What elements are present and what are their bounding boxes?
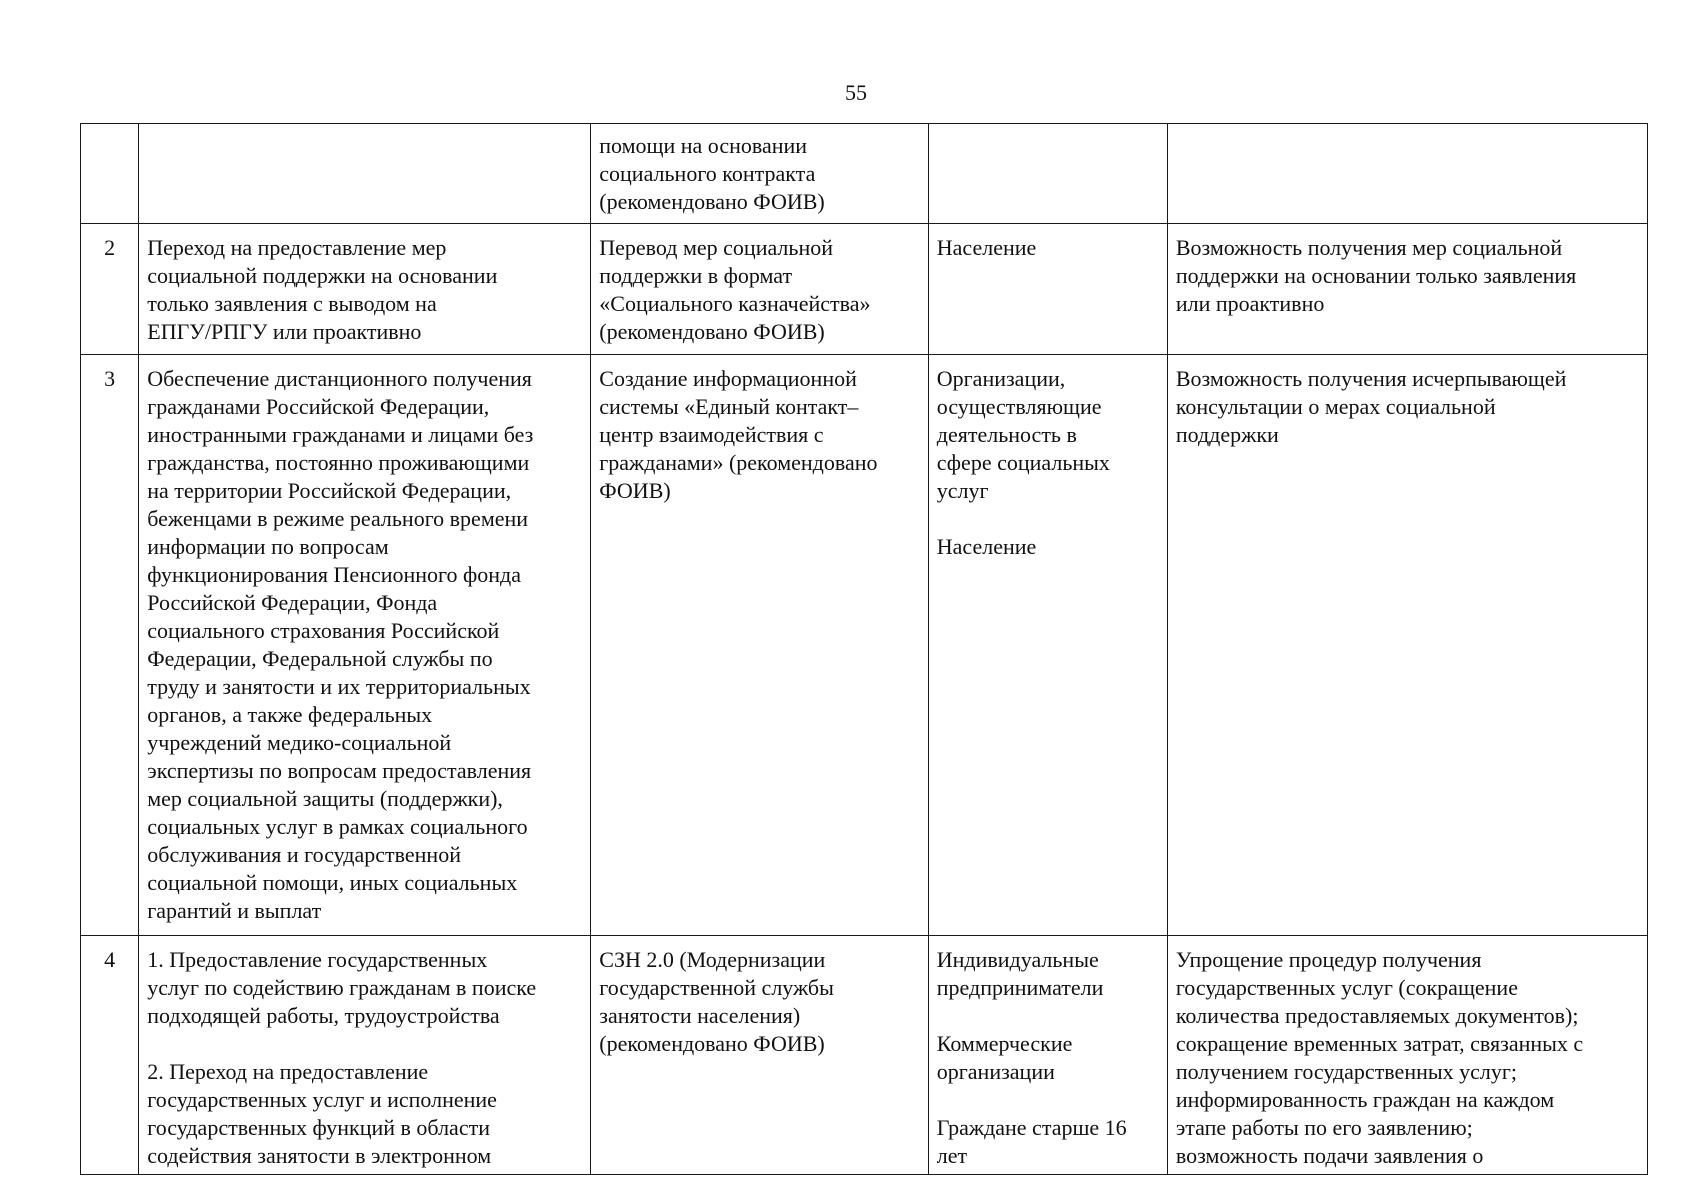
cell-text-line: занятости населения) — [599, 1003, 801, 1028]
cell-text-line: функционирования Пенсионного фонда — [147, 562, 522, 587]
measure-cell — [139, 355, 591, 936]
cell-text-line: помощи на основании — [599, 133, 808, 158]
measure-cell — [139, 936, 591, 1175]
cell-text-line: подходящей работы, трудоустройства — [147, 1003, 500, 1028]
cell-text-line: получением государственных услуг; — [1175, 1059, 1518, 1084]
cell-text-line: Население — [936, 235, 1037, 260]
cell-text-line: иностранными гражданами и лицами без — [147, 422, 534, 447]
cell-text-line: на территории Российской Федерации, — [147, 478, 512, 503]
row-number-cell: 3 — [81, 355, 139, 936]
cell-text-line: учреждений медико-социальной — [147, 730, 452, 755]
paragraph-gap — [937, 1086, 1159, 1114]
cell-text-line: поддержки в формат — [599, 263, 793, 288]
cell-text-line: (рекомендовано ФОИВ) — [599, 1031, 825, 1056]
cell-text-line: Возможность получения исчерпывающей — [1175, 366, 1567, 391]
cell-text-line: Население — [936, 534, 1037, 559]
cell-text-line: (рекомендовано ФОИВ) — [599, 319, 825, 344]
cell-text-line: Возможность получения мер социальной — [1175, 235, 1563, 260]
cell-text-line: органов, а также федеральных — [147, 702, 433, 727]
cell-text-line: гарантий и выплат — [147, 898, 322, 923]
cell-text-line: 1. Предоставление государственных — [147, 947, 488, 972]
cell-text-line: социального страхования Российской — [147, 618, 500, 643]
cell-text-line: информации по вопросам — [147, 534, 389, 559]
cell-text-line: «Социального казначейства» — [599, 291, 871, 316]
cell-text-line: (рекомендовано ФОИВ) — [599, 189, 825, 214]
target-group-cell — [928, 355, 1167, 936]
cell-text-line: СЗН 2.0 (Модернизации — [599, 947, 826, 972]
target-group-cell — [928, 124, 1167, 224]
table-row — [81, 224, 1648, 355]
cell-text-line: гражданами» (рекомендовано — [599, 450, 878, 475]
cell-text-line: сокращение временных затрат, связанных с — [1175, 1031, 1584, 1056]
project-cell — [591, 124, 929, 224]
target-group-cell — [928, 936, 1167, 1175]
cell-text-line: Организации, — [936, 366, 1066, 391]
cell-text-line: содействия занятости в электронном — [147, 1143, 492, 1168]
result-cell — [1167, 124, 1647, 224]
result-cell — [1167, 224, 1647, 355]
cell-text-line: гражданства, постоянно проживающими — [147, 450, 530, 475]
cell-text-line: Российской Федерации, Фонда — [147, 590, 438, 615]
cell-text-line: 2. Переход на предоставление — [147, 1059, 429, 1084]
project-cell — [591, 224, 929, 355]
paragraph-gap — [937, 505, 1159, 533]
cell-text-line: системы «Единый контакт– — [599, 394, 859, 419]
cell-text-line: информированность граждан на каждом — [1175, 1087, 1555, 1112]
project-cell — [591, 355, 929, 936]
result-cell — [1167, 355, 1647, 936]
cell-text-line: этапе работы по его заявлению; — [1175, 1115, 1473, 1140]
cell-text-line: социального контракта — [599, 161, 816, 186]
cell-text-line: Упрощение процедур получения — [1175, 947, 1482, 972]
cell-text-line: только заявления с выводом на — [147, 291, 437, 316]
cell-text-line: Переход на предоставление мер — [147, 235, 447, 260]
table-row — [81, 124, 1648, 224]
cell-text-line: количества предоставляемых документов); — [1175, 1003, 1579, 1028]
row-number-cell — [81, 124, 139, 224]
cell-text-line: мер социальной защиты (поддержки), — [147, 786, 503, 811]
cell-text-line: Обеспечение дистанционного получения — [147, 366, 532, 391]
table-row — [81, 936, 1648, 1175]
paragraph-gap — [937, 1002, 1159, 1030]
measure-cell — [139, 124, 591, 224]
target-group-cell — [928, 224, 1167, 355]
cell-text-line: беженцами в режиме реального времени — [147, 506, 529, 531]
row-number-cell: 2 — [81, 224, 139, 355]
cell-text-line: Федерации, Федеральной службы по — [147, 646, 493, 671]
cell-text-line: организации — [936, 1059, 1055, 1084]
cell-text-line: услуг по содействию гражданам в поиске — [147, 975, 537, 1000]
measure-cell — [139, 224, 591, 355]
result-cell — [1167, 936, 1647, 1175]
cell-text-line: центр взаимодействия с — [599, 422, 824, 447]
cell-text-line: деятельность в — [936, 422, 1077, 447]
cell-text-line: поддержки — [1175, 422, 1279, 447]
cell-text-line: государственных услуг (сокращение — [1175, 975, 1518, 1000]
cell-text-line: осуществляющие — [936, 394, 1102, 419]
cell-text-line: ФОИВ) — [599, 478, 671, 503]
cell-text-line: гражданами Российской Федерации, — [147, 394, 490, 419]
page-number: 55 — [845, 80, 867, 105]
cell-text-line: экспертизы по вопросам предоставления — [147, 758, 532, 783]
cell-text-line: сфере социальных — [936, 450, 1110, 475]
cell-text-line: возможность подачи заявления о — [1175, 1143, 1484, 1168]
cell-text-line: социальной поддержки на основании — [147, 263, 498, 288]
cell-text-line: Перевод мер социальной — [599, 235, 833, 260]
cell-text-line: социальной помощи, иных социальных — [147, 870, 518, 895]
paragraph-gap — [147, 1030, 582, 1058]
cell-text-line: Коммерческие — [936, 1031, 1073, 1056]
cell-text-line: социальных услуг в рамках социального — [147, 814, 528, 839]
cell-text-line: или проактивно — [1175, 291, 1325, 316]
cell-text-line: услуг — [936, 478, 989, 503]
cell-text-line: государственных функций в области — [147, 1115, 490, 1140]
cell-text-line: Создание информационной — [599, 366, 857, 391]
row-number-cell: 4 — [81, 936, 139, 1175]
cell-text-line: труду и занятости и их территориальных — [147, 674, 531, 699]
cell-text-line: государственной службы — [599, 975, 834, 1000]
cell-text-line: консультации о мерах социальной — [1175, 394, 1496, 419]
project-cell — [591, 936, 929, 1175]
cell-text-line: ЕПГУ/РПГУ или проактивно — [147, 319, 422, 344]
table-row — [81, 355, 1648, 936]
cell-text-line: государственных услуг и исполнение — [147, 1087, 497, 1112]
cell-text-line: лет — [936, 1143, 968, 1168]
cell-text-line: поддержки на основании только заявления — [1175, 263, 1577, 288]
cell-text-line: Индивидуальные — [936, 947, 1099, 972]
measures-table — [80, 123, 1648, 1175]
cell-text-line: обслуживания и государственной — [147, 842, 461, 867]
cell-text-line: предприниматели — [936, 975, 1104, 1000]
cell-text-line: Граждане старше 16 — [936, 1115, 1127, 1140]
